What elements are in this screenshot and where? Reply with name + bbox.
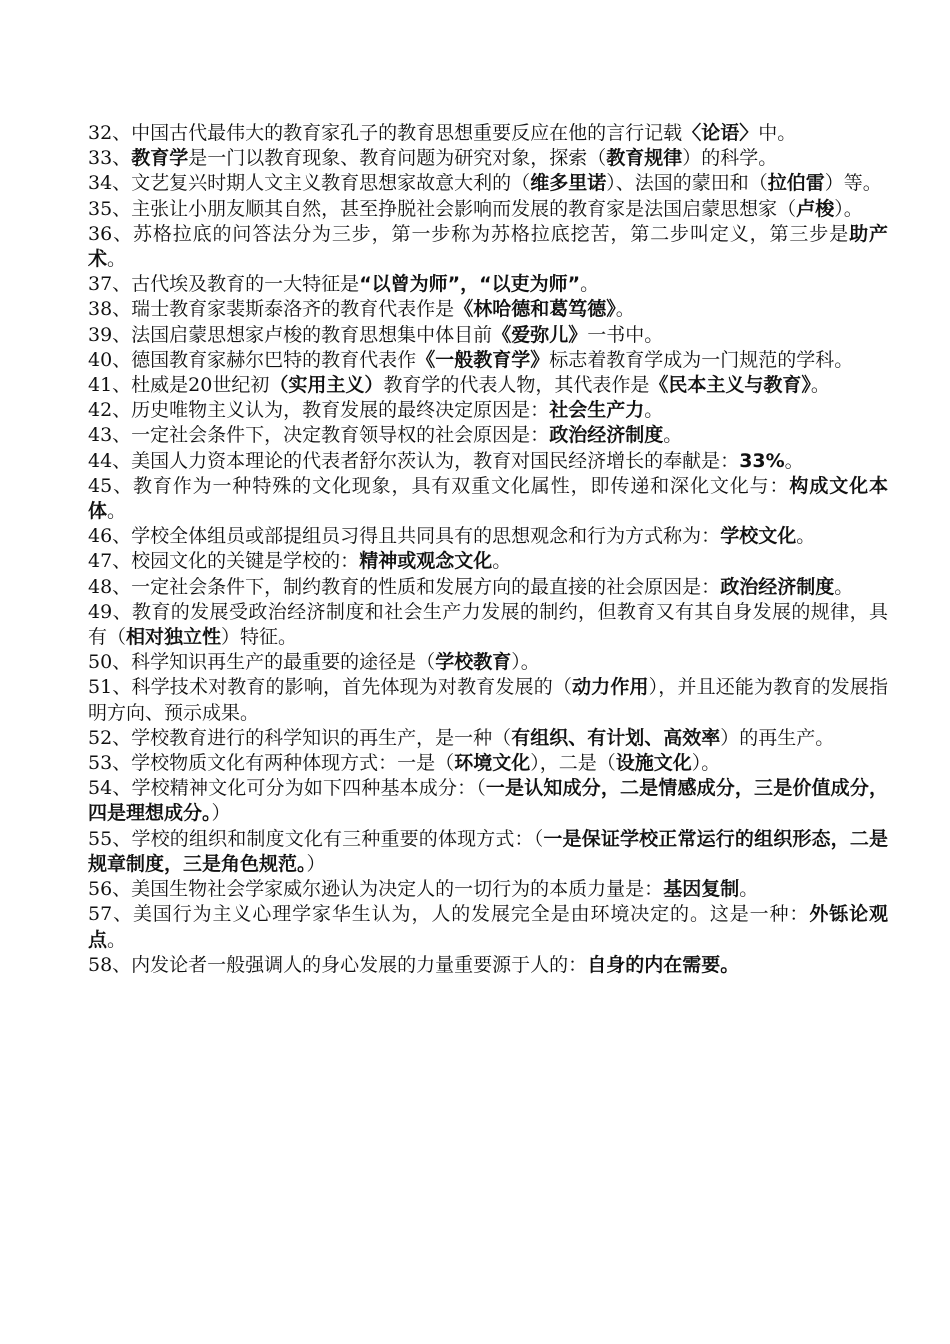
question-text: 58、内发论者一般强调人的身心发展的力量重要源于人的：: [88, 953, 588, 976]
question-text: 。: [784, 449, 804, 472]
qa-item: [88, 272, 888, 297]
question-text: 。: [739, 878, 759, 901]
answer-text: “以曾为师”，“以吏为师”: [359, 273, 581, 296]
question-text: 37、古代埃及教育的一大特征是: [88, 273, 360, 296]
question-text: 56、美国生物社会学家威尔逊认为决定人的一切行为的本质力量是：: [88, 878, 664, 901]
answer-text: 外铄论观点: [88, 903, 888, 951]
question-text: 55、学校的组织和制度文化有三种重要的体现方式：（: [88, 827, 544, 850]
qa-item: [88, 171, 888, 196]
question-text: ）: [211, 802, 231, 825]
answer-text: 一是认知成分，二是情感成分，三是价值成分，四是理想成分。: [88, 777, 888, 825]
qa-item: [88, 751, 888, 776]
question-text: ）等。: [824, 172, 882, 195]
question-text: 。: [810, 374, 830, 397]
qa-item: [88, 675, 888, 725]
qa-item: [88, 373, 888, 398]
qa-item: [88, 146, 888, 171]
question-text: 。: [644, 399, 664, 422]
answer-text: 学校文化: [720, 525, 797, 548]
answer-text: 卢梭: [796, 197, 835, 220]
qa-item: [88, 323, 888, 348]
question-text: ）。: [511, 651, 540, 674]
question-text: ）的再生产。: [720, 726, 835, 749]
question-text: ）。: [834, 197, 863, 220]
question-text: 48、一定社会条件下，制约教育的性质和发展方向的最直接的社会原因是：: [88, 575, 721, 598]
qa-item: [88, 877, 888, 902]
question-text: 。: [615, 298, 635, 321]
question-text: 34、文艺复兴时期人文主义教育思想家故意大利的（: [88, 172, 531, 195]
answer-text: 环境文化: [454, 752, 531, 775]
qa-item: [88, 650, 888, 675]
answer-text: 自身的内在需要。: [587, 953, 740, 976]
qa-item: [88, 953, 888, 978]
question-text: 。: [107, 500, 127, 523]
question-text: 。: [492, 550, 512, 573]
answer-text: 构成文化本体: [88, 474, 888, 523]
question-text: 。: [107, 928, 127, 951]
answer-text: 政治经济制度: [720, 575, 835, 598]
qa-item: [88, 902, 888, 952]
answer-text: 教育学: [131, 147, 189, 170]
question-text: 43、一定社会条件下，决定教育领导权的社会原因是：: [88, 424, 550, 447]
question-text: 33、: [88, 147, 132, 170]
answer-text: 助产术: [88, 222, 888, 271]
qa-item: [88, 575, 888, 600]
qa-item: [88, 222, 888, 272]
question-text: 42、历史唯物主义认为，教育发展的最终决定原因是：: [88, 399, 550, 422]
question-text: 。: [834, 575, 854, 598]
answer-text: 社会生产力: [549, 399, 645, 422]
question-text: 。: [107, 248, 127, 271]
qa-item: [88, 348, 888, 373]
question-text: ）: [306, 852, 326, 875]
qa-item: [88, 726, 888, 751]
question-text: ），并且还能为教育的发展指明方向、预示成果。: [88, 676, 888, 724]
question-text: 50、科学知识再生产的最重要的途径是（: [88, 651, 436, 674]
qa-item: [88, 197, 888, 222]
answer-text: 〈论语〉: [682, 122, 759, 144]
qa-item: [88, 398, 888, 423]
question-text: 41、杜威是20世纪初: [88, 374, 270, 397]
answer-text: 有组织、有计划、高效率: [511, 726, 721, 749]
question-text: 51、科学技术对教育的影响，首先体现为对教育发展的（: [88, 676, 573, 699]
question-text: 49、教育的发展受政治经济制度和社会生产力发展的制约，但教育又有其自身发展的规律，具有（: [88, 600, 888, 649]
question-text: ）、法国的蒙田和（: [606, 172, 768, 195]
question-text: 教育学的代表人物，其代表作是: [383, 374, 650, 397]
answer-text: 基因复制: [663, 878, 740, 901]
answer-text: 教育规律: [606, 147, 683, 170]
question-text: 36、苏格拉底的问答法分为三步，第一步称为苏格拉底挖苦，第二步叫定义，第三步是: [88, 222, 850, 245]
question-text: ）的科学。: [682, 147, 778, 170]
question-text: 38、瑞士教育家裴斯泰洛齐的教育代表作是: [88, 298, 455, 321]
answer-text: 《林哈德和葛笃德》: [454, 298, 616, 321]
answer-text: 动力作用: [572, 676, 649, 699]
question-text: 53、学校物质文化有两种体现方式：一是（: [88, 752, 455, 775]
qa-item: [88, 549, 888, 574]
question-text: 标志着教育学成为一门规范的学科。: [549, 348, 854, 371]
question-text: 39、法国启蒙思想家卢梭的教育思想集中体目前: [88, 323, 493, 346]
question-text: 45、教育作为一种特殊的文化现象，具有双重文化属性，即传递和深化文化与：: [88, 474, 790, 497]
question-text: ）。: [691, 752, 721, 775]
qa-item: [88, 524, 888, 549]
question-text: 46、学校全体组员或部提组员习得且共同具有的思想观念和行为方式称为：: [88, 525, 721, 548]
question-text: 是一门以教育现象、教育问题为研究对象，探索（: [188, 147, 607, 170]
qa-item: [88, 423, 888, 448]
question-text: 40、德国教育家赫尔巴特的教育代表作: [88, 348, 417, 371]
qa-item: [88, 297, 888, 322]
answer-text: 相对独立性: [126, 626, 222, 649]
answer-text: 学校教育: [435, 651, 512, 674]
document-body: [88, 121, 888, 978]
answer-text: 设施文化: [615, 752, 692, 775]
qa-item: [88, 776, 888, 826]
answer-text: 《爱弥儿》: [492, 323, 588, 346]
answer-text: 33%: [739, 449, 785, 472]
question-text: 54、学校精神文化可分为如下四种基本成分：（: [88, 777, 486, 800]
answer-text: 《民本主义与教育》: [649, 374, 811, 397]
question-text: 44、美国人力资本理论的代表者舒尔茨认为，教育对国民经济增长的奉献是：: [88, 449, 740, 472]
answer-text: （实用主义）: [269, 374, 384, 397]
answer-text: 一是保证学校正常运行的组织形态，二是规章制度，三是角色规范。: [88, 827, 888, 875]
qa-item: [88, 474, 888, 524]
qa-item: [88, 121, 888, 146]
question-text: ），二是（: [530, 752, 616, 775]
qa-item: [88, 600, 888, 650]
question-text: 。: [580, 273, 600, 296]
question-text: 35、主张让小朋友顺其自然，甚至挣脱社会影响而发展的教育家是法国启蒙思想家（: [88, 197, 797, 220]
answer-text: 政治经济制度: [549, 424, 664, 447]
question-text: 中。: [758, 122, 797, 144]
qa-item: [88, 449, 888, 474]
question-text: 57、美国行为主义心理学家华生认为，人的发展完全是由环境决定的。这是一种：: [88, 903, 810, 926]
answer-text: 精神或观念文化: [359, 550, 493, 573]
question-text: 。: [663, 424, 683, 447]
question-text: ）特征。: [221, 626, 298, 649]
answer-text: 拉伯雷: [767, 172, 825, 195]
question-text: 52、学校教育进行的科学知识的再生产，是一种（: [88, 726, 512, 749]
question-text: 。: [796, 525, 816, 548]
answer-text: 《一般教育学》: [416, 348, 550, 371]
qa-item: [88, 827, 888, 877]
answer-text: 维多里诺: [530, 172, 607, 195]
question-text: 一书中。: [587, 323, 664, 346]
question-text: 47、校园文化的关键是学校的：: [88, 550, 360, 573]
question-text: 32、中国古代最伟大的教育家孔子的教育思想重要反应在他的言行记载: [88, 122, 683, 144]
